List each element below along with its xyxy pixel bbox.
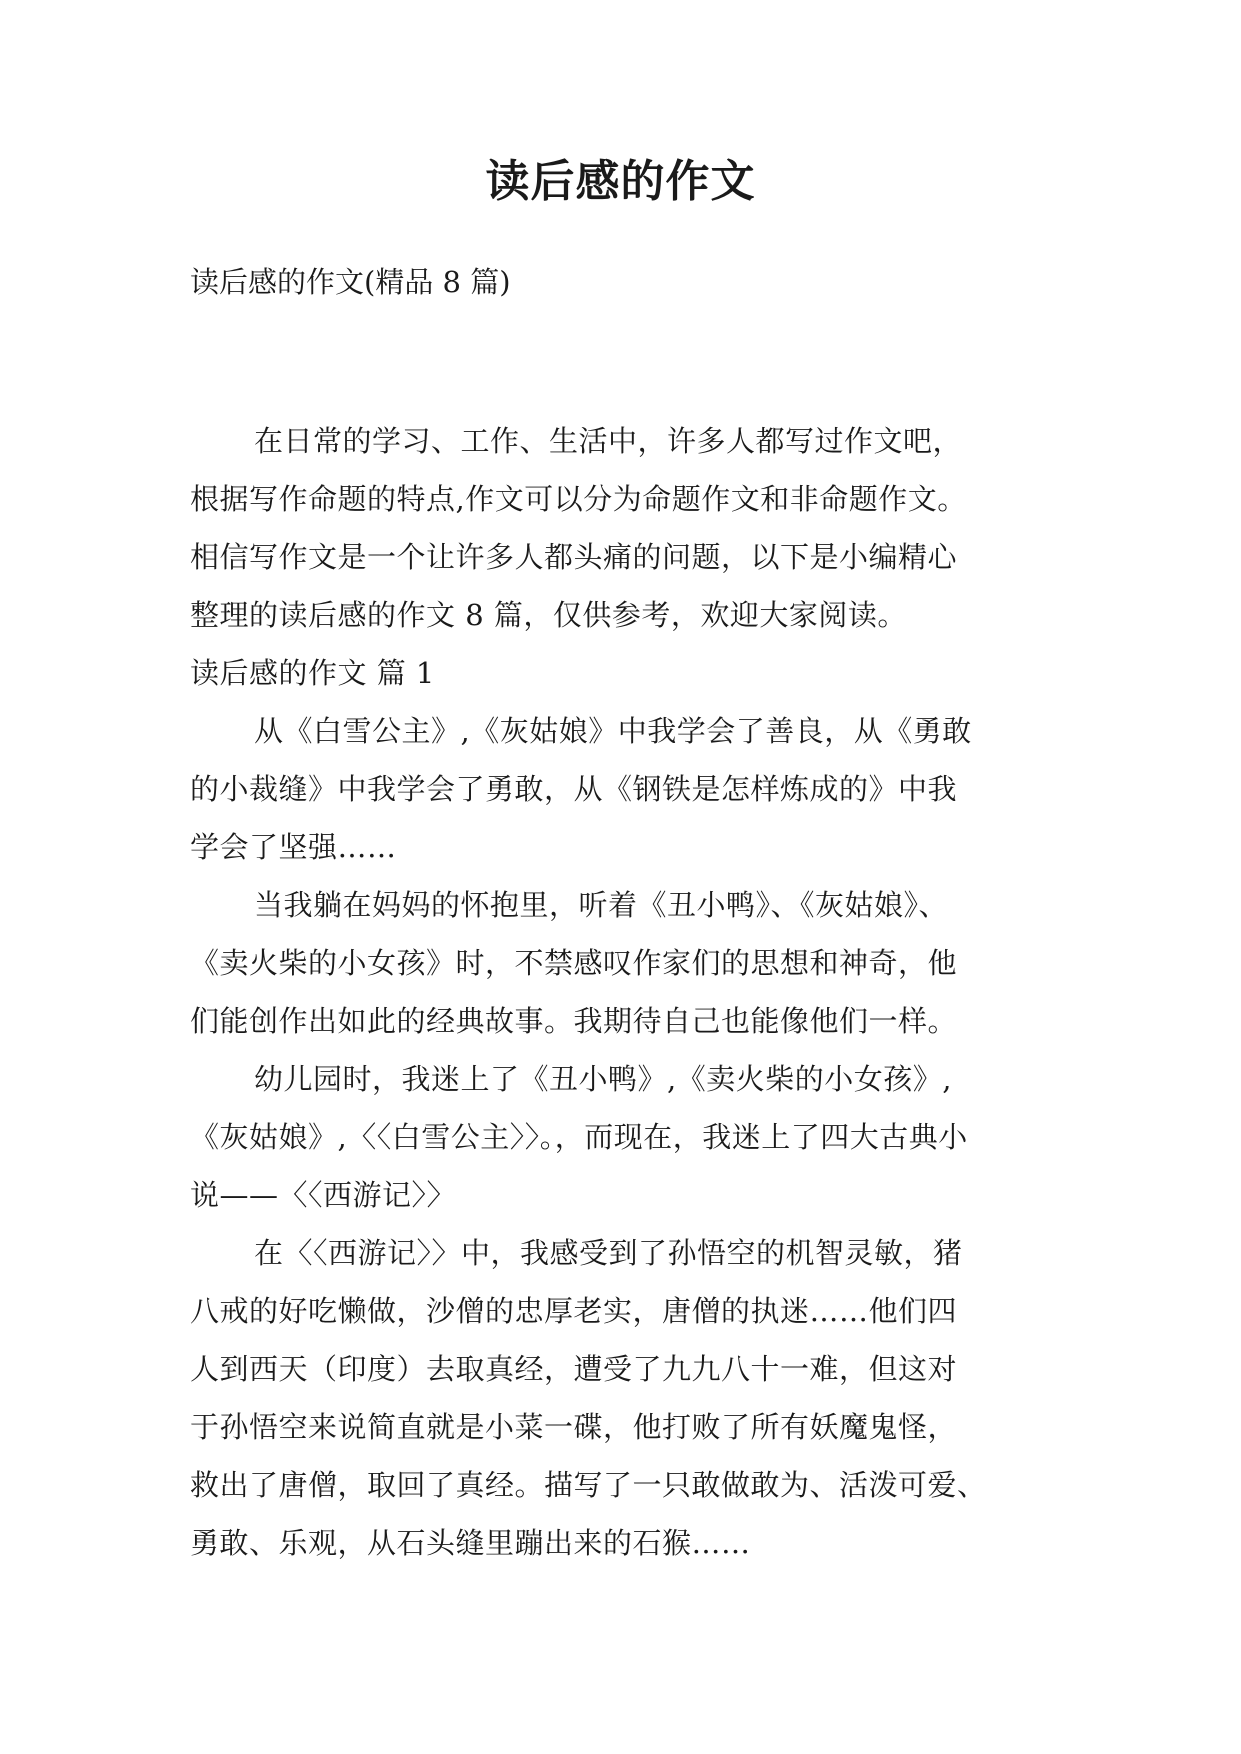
paragraph-line: 在〈〈西游记〉〉中，我感受到了孙悟空的机智灵敏，猪 <box>254 1236 963 1270</box>
intro-paragraph <box>190 412 1070 644</box>
paragraph-line: 八戒的好吃懒做，沙僧的忠厚老实，唐僧的执迷……他们四 <box>190 1294 958 1328</box>
body-paragraph-3 <box>190 1050 1070 1224</box>
body-paragraph-2 <box>190 876 1070 1050</box>
document-subtitle: 读后感的作文(精品 8 篇) <box>190 265 511 299</box>
paragraph-line: 幼儿园时，我迷上了《丑小鸭》,《卖火柴的小女孩》, <box>254 1062 952 1096</box>
paragraph-line: 的小裁缝》中我学会了勇敢，从《钢铁是怎样炼成的》中我 <box>190 772 958 806</box>
paragraph-line: 当我躺在妈妈的怀抱里，听着《丑小鸭》、《灰姑娘》、 <box>254 888 949 922</box>
document-body <box>190 412 1070 1572</box>
intro-line: 在日常的学习、工作、生活中，许多人都写过作文吧， <box>254 424 963 458</box>
paragraph-line: 说——〈〈西游记〉〉 <box>190 1178 457 1212</box>
paragraph-line: 人到西天（印度）去取真经，遭受了九九八十一难，但这对 <box>190 1352 958 1386</box>
document-title: 读后感的作文 <box>485 156 756 207</box>
paragraph-line: 从《白雪公主》,《灰姑娘》中我学会了善良，从《勇敢 <box>254 714 972 748</box>
intro-line: 根据写作命题的特点,作文可以分为命题作文和非命题作文。 <box>190 482 967 516</box>
paragraph-line: 救出了唐僧，取回了真经。描写了一只敢做敢为、活泼可爱、 <box>190 1468 987 1502</box>
paragraph-line: 学会了坚强…… <box>190 830 397 864</box>
section-heading: 读后感的作文 篇 1 <box>190 656 435 690</box>
paragraph-line: 《卖火柴的小女孩》时，不禁感叹作家们的思想和神奇，他 <box>190 946 958 980</box>
paragraph-line: 《灰姑娘》,〈〈白雪公主〉〉。，而现在，我迷上了四大古典小 <box>190 1120 968 1154</box>
intro-line: 整理的读后感的作文 8 篇，仅供参考，欢迎大家阅读。 <box>190 598 907 632</box>
intro-line: 相信写作文是一个让许多人都头痛的问题，以下是小编精心 <box>190 540 958 574</box>
paragraph-line: 们能创作出如此的经典故事。我期待自己也能像他们一样。 <box>190 1004 958 1038</box>
body-paragraph-4 <box>190 1224 1070 1572</box>
body-paragraph-1 <box>190 702 1070 876</box>
paragraph-line: 勇敢、乐观，从石头缝里蹦出来的石猴…… <box>190 1526 751 1560</box>
paragraph-line: 于孙悟空来说简直就是小菜一碟，他打败了所有妖魔鬼怪， <box>190 1410 958 1444</box>
